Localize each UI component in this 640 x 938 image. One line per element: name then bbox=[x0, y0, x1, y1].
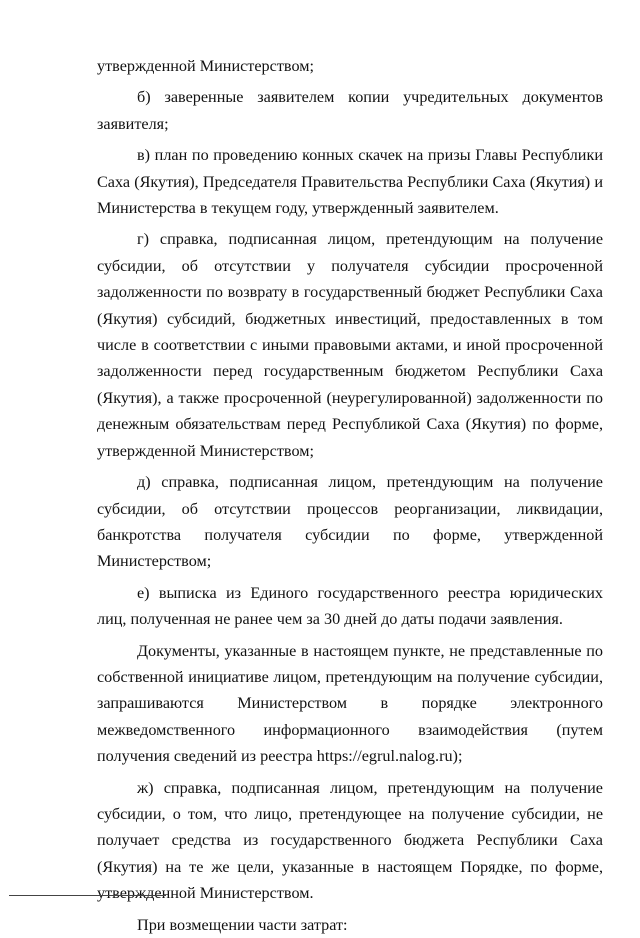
document-body bbox=[97, 53, 603, 938]
paragraph-continuation: утвержденной Министерством; bbox=[97, 57, 314, 75]
paragraph-item-b: б) заверенные заявителем копии учредительных документов заявителя; bbox=[97, 88, 603, 133]
footnote-divider bbox=[9, 895, 166, 896]
paragraph-item-d: д) справка, подписанная лицом, претендующим на получение субсидии, об отсутствии процессов реорганизации, ликвидации, банкротства получателя субсидии по форме, утвержденной Министерством; bbox=[97, 473, 603, 571]
paragraph-item-e: е) выписка из Единого государственного реестра юридических лиц, полученная не ранее чем за 30 дней до даты подачи заявления. bbox=[97, 583, 603, 629]
paragraph-item-zh: ж) справка, подписанная лицом, претендующим на получение субсидии, о том, что лицо, претендующее на получение субсидии, не получает средства из государственного бюджета Республики Саха (Якутия) на те же цели, указанные в настоящем Порядке, по форме, утвержденной Министерством. bbox=[97, 778, 603, 903]
paragraph-documents-note: Документы, указанные в настоящем пункте, не представленные по собственной инициативе лицом, претендующим на получение субсидии, запрашиваются Министерством в порядке электронного межведомственного информационного взаимодействия (путем получения сведений из реестра https://egrul.nalog.ru); bbox=[97, 641, 603, 766]
paragraph-item-v: в) план по проведению конных скачек на призы Главы Республики Саха (Якутия), Председателя Правительства Республики Саха (Якутия) и Министерства в текущем году, утвержденный заявителем. bbox=[97, 146, 603, 218]
paragraph-item-g: г) справка, подписанная лицом, претендующим на получение субсидии, об отсутствии у получателя субсидии просроченной задолженности по возврату в государственный бюджет Республики Саха (Якутия) субсидий, бюджетных инвестиций, предоставленных в том числе в соответствии с иными правовыми актами, и иной просроченной задолженности перед государственным бюджетом Республики Саха (Якутия), а также просроченной (неурегулированной) задолженности по денежным обязательствам перед Республикой Саха (Якутия) по форме, утвержденной Министерством; bbox=[97, 230, 603, 460]
paragraph-cost-reimbursement: При возмещении части затрат: bbox=[137, 915, 348, 934]
